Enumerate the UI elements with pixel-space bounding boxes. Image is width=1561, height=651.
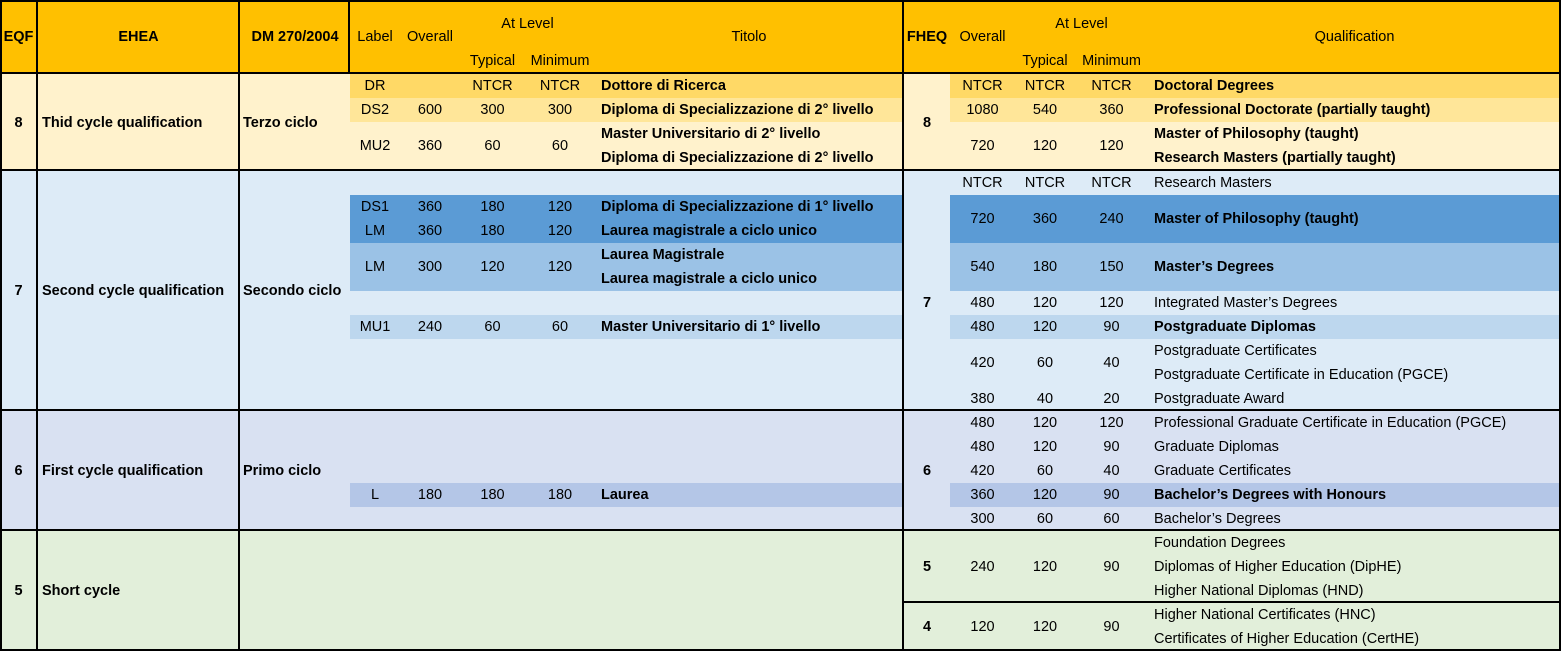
fheq-level: 4 xyxy=(922,619,932,635)
uk-minimum: 90 xyxy=(1103,559,1120,575)
it-typical: 120 xyxy=(480,259,505,275)
header-typical-uk: Typical xyxy=(1022,53,1068,69)
divider-it-uk xyxy=(902,0,904,651)
it-minimum: 120 xyxy=(547,259,573,275)
it-label: DS1 xyxy=(360,199,390,215)
uk-qualification: Professional Graduate Certificate in Education (PGCE) xyxy=(1154,415,1507,431)
divider-dm xyxy=(348,0,350,74)
uk-typical: 120 xyxy=(1032,295,1058,311)
border-left xyxy=(0,0,2,651)
uk-typical: 60 xyxy=(1036,463,1054,479)
it-overall: 360 xyxy=(417,223,443,239)
uk-overall: 480 xyxy=(970,439,995,455)
uk-minimum: 90 xyxy=(1103,319,1120,335)
uk-minimum: NTCR xyxy=(1091,78,1132,94)
it-minimum: 120 xyxy=(547,223,573,239)
it-titolo: Master Universitario di 1° livello xyxy=(601,319,821,335)
uk-typical: 120 xyxy=(1032,138,1058,154)
uk-qualification: Higher National Diplomas (HND) xyxy=(1154,583,1364,599)
uk-overall: NTCR xyxy=(962,78,1003,94)
it-titolo: Laurea magistrale a ciclo unico xyxy=(601,223,817,239)
uk-qualification: Master’s Degrees xyxy=(1154,259,1275,275)
uk-typical: 120 xyxy=(1032,319,1058,335)
uk-minimum: 40 xyxy=(1103,463,1120,479)
header-overall-uk: Overall xyxy=(959,29,1006,45)
uk-typical: 40 xyxy=(1036,391,1054,407)
uk-typical: NTCR xyxy=(1024,175,1066,191)
uk-minimum: 360 xyxy=(1099,102,1124,118)
uk-qualification: Master of Philosophy (taught) xyxy=(1154,126,1359,142)
fheq-level: 6 xyxy=(922,463,932,479)
uk-overall: 1080 xyxy=(966,102,999,118)
uk-minimum: 120 xyxy=(1099,295,1124,311)
uk-qualification: Graduate Certificates xyxy=(1154,463,1292,479)
uk-qualification: Postgraduate Diplomas xyxy=(1154,319,1316,335)
it-typical: 180 xyxy=(480,487,505,503)
uk-overall: 480 xyxy=(970,319,995,335)
uk-qualification: Postgraduate Award xyxy=(1154,391,1285,407)
uk-typical: 540 xyxy=(1032,102,1058,118)
it-overall xyxy=(400,74,460,98)
eqf-level: 8 xyxy=(14,114,23,131)
it-overall: 240 xyxy=(417,319,443,335)
uk-overall: 480 xyxy=(970,295,995,311)
divider-ehea xyxy=(238,0,240,651)
divider-level-8-7 xyxy=(0,169,1561,171)
it-typical: 60 xyxy=(484,319,501,335)
uk-qualification: Master of Philosophy (taught) xyxy=(1154,211,1359,227)
uk-typical: 120 xyxy=(1032,619,1058,635)
uk-qualification: Certificates of Higher Education (CertHE) xyxy=(1154,631,1420,647)
uk-qualification: Graduate Diplomas xyxy=(1154,439,1279,455)
it-overall: 180 xyxy=(417,487,443,503)
it-minimum: 180 xyxy=(547,487,573,503)
uk-minimum: 60 xyxy=(1103,511,1120,527)
uk-qualification: Diplomas of Higher Education (DipHE) xyxy=(1154,559,1402,575)
uk-qualification: Higher National Certificates (HNC) xyxy=(1154,607,1376,623)
header-typical-it: Typical xyxy=(469,53,516,69)
uk-minimum: 120 xyxy=(1099,415,1124,431)
it-label: LM xyxy=(364,259,386,275)
uk-minimum: 240 xyxy=(1099,211,1124,227)
it-label: LM xyxy=(364,223,386,239)
uk-overall: 380 xyxy=(970,391,995,407)
fheq-level: 8 xyxy=(922,114,932,131)
uk-typical: 120 xyxy=(1032,487,1058,503)
border-top xyxy=(0,0,1561,2)
uk-overall: 240 xyxy=(970,559,995,575)
header-label: Label xyxy=(357,29,393,45)
uk-minimum: 90 xyxy=(1103,487,1120,503)
it-overall: 360 xyxy=(417,199,443,215)
it-titolo: Laurea xyxy=(601,487,649,503)
divider-level-5-4 xyxy=(904,601,1561,603)
it-label: DR xyxy=(364,78,386,94)
uk-typical: 60 xyxy=(1036,355,1054,371)
uk-overall: 360 xyxy=(970,487,995,503)
uk-qualification: Postgraduate Certificate in Education (PGCE) xyxy=(1154,367,1449,383)
uk-minimum: NTCR xyxy=(1091,175,1132,191)
it-minimum: 120 xyxy=(547,199,573,215)
uk-minimum: 120 xyxy=(1099,138,1124,154)
header-titolo: Titolo xyxy=(731,29,767,45)
uk-overall: 540 xyxy=(970,259,995,275)
header-minimum-it: Minimum xyxy=(530,53,590,69)
uk-overall: 420 xyxy=(970,463,995,479)
ehea-cycle: First cycle qualification xyxy=(42,463,204,479)
it-overall: 300 xyxy=(417,259,443,275)
it-titolo: Diploma di Specializzazione di 2° livello xyxy=(601,150,874,166)
divider-level-7-6-right xyxy=(904,409,1561,411)
it-titolo: Dottore di Ricerca xyxy=(601,78,726,94)
uk-typical: 120 xyxy=(1032,439,1058,455)
header-ehea: EHEA xyxy=(118,29,159,45)
uk-typical: 120 xyxy=(1032,415,1058,431)
divider-header xyxy=(0,72,1561,74)
it-typical: 180 xyxy=(480,223,505,239)
it-overall: 360 xyxy=(417,138,443,154)
it-minimum: 60 xyxy=(551,138,569,154)
uk-overall: NTCR xyxy=(962,175,1003,191)
uk-qualification: Postgraduate Certificates xyxy=(1154,343,1317,359)
uk-overall: 720 xyxy=(970,211,995,227)
uk-typical: 120 xyxy=(1032,559,1058,575)
eqf-level: 6 xyxy=(14,463,23,479)
header-fheq: FHEQ xyxy=(906,29,948,45)
uk-minimum: 90 xyxy=(1103,439,1120,455)
uk-qualification: Research Masters xyxy=(1154,175,1272,191)
uk-qualification: Integrated Master’s Degrees xyxy=(1154,295,1338,311)
ehea-cycle: Second cycle qualification xyxy=(42,283,225,299)
header-at-level-it: At Level xyxy=(501,16,554,32)
eqf-level: 5 xyxy=(14,583,23,599)
it-overall: 600 xyxy=(417,102,443,118)
dm-cycle: Secondo ciclo xyxy=(243,283,342,299)
fheq-level: 5 xyxy=(922,559,932,575)
header-qualification: Qualification xyxy=(1314,29,1395,45)
eqf-level: 7 xyxy=(14,283,23,299)
it-titolo: Diploma di Specializzazione di 2° livello xyxy=(601,102,874,118)
uk-minimum: 20 xyxy=(1103,391,1120,407)
fheq-level: 7 xyxy=(922,295,932,311)
ehea-cycle: Short cycle xyxy=(42,583,121,599)
uk-overall: 480 xyxy=(970,415,995,431)
uk-qualification: Bachelor’s Degrees with Honours xyxy=(1154,487,1387,503)
it-label: MU2 xyxy=(359,138,391,154)
header-dm: DM 270/2004 xyxy=(251,29,339,45)
it-titolo: Diploma di Specializzazione di 1° livello xyxy=(601,199,874,215)
it-typical: 300 xyxy=(480,102,505,118)
it-label: MU1 xyxy=(359,319,391,335)
uk-minimum: 90 xyxy=(1103,619,1120,635)
uk-qualification: Research Masters (partially taught) xyxy=(1154,150,1396,166)
it-typical: 180 xyxy=(480,199,505,215)
uk-qualification: Professional Doctorate (partially taught) xyxy=(1154,102,1431,118)
it-minimum: 300 xyxy=(547,102,573,118)
uk-minimum: 40 xyxy=(1103,355,1120,371)
uk-qualification: Bachelor’s Degrees xyxy=(1154,511,1281,527)
it-label: DS2 xyxy=(360,102,390,118)
ehea-cycle: Thid cycle qualification xyxy=(42,114,203,131)
uk-overall: 720 xyxy=(970,138,995,154)
it-typical: 60 xyxy=(484,138,501,154)
uk-typical: 360 xyxy=(1032,211,1058,227)
uk-overall: 120 xyxy=(970,619,995,635)
it-label: L xyxy=(370,487,380,503)
header-overall-it: Overall xyxy=(407,29,453,45)
uk-overall: 300 xyxy=(970,511,995,527)
it-minimum: 60 xyxy=(551,319,569,335)
it-titolo: Laurea Magistrale xyxy=(601,247,725,263)
header-eqf: EQF xyxy=(3,29,34,45)
it-titolo: Master Universitario di 2° livello xyxy=(601,126,821,142)
dm-cycle: Primo ciclo xyxy=(243,463,322,479)
uk-qualification: Foundation Degrees xyxy=(1154,535,1286,551)
header-minimum-uk: Minimum xyxy=(1082,53,1141,69)
header-at-level-uk: At Level xyxy=(1055,16,1108,32)
it-minimum: NTCR xyxy=(539,78,581,94)
it-titolo: Laurea magistrale a ciclo unico xyxy=(601,271,817,287)
uk-overall: 420 xyxy=(970,355,995,371)
uk-typical: 180 xyxy=(1032,259,1058,275)
divider-level-6-5 xyxy=(0,529,1561,531)
uk-typical: NTCR xyxy=(1024,78,1066,94)
uk-minimum: 150 xyxy=(1099,259,1124,275)
divider-eqf xyxy=(36,0,38,651)
divider-level-7-6-left xyxy=(0,409,904,411)
it-typical: NTCR xyxy=(472,78,513,94)
uk-typical: 60 xyxy=(1036,511,1054,527)
dm-cycle: Terzo ciclo xyxy=(243,114,318,131)
uk-qualification: Doctoral Degrees xyxy=(1154,78,1275,94)
